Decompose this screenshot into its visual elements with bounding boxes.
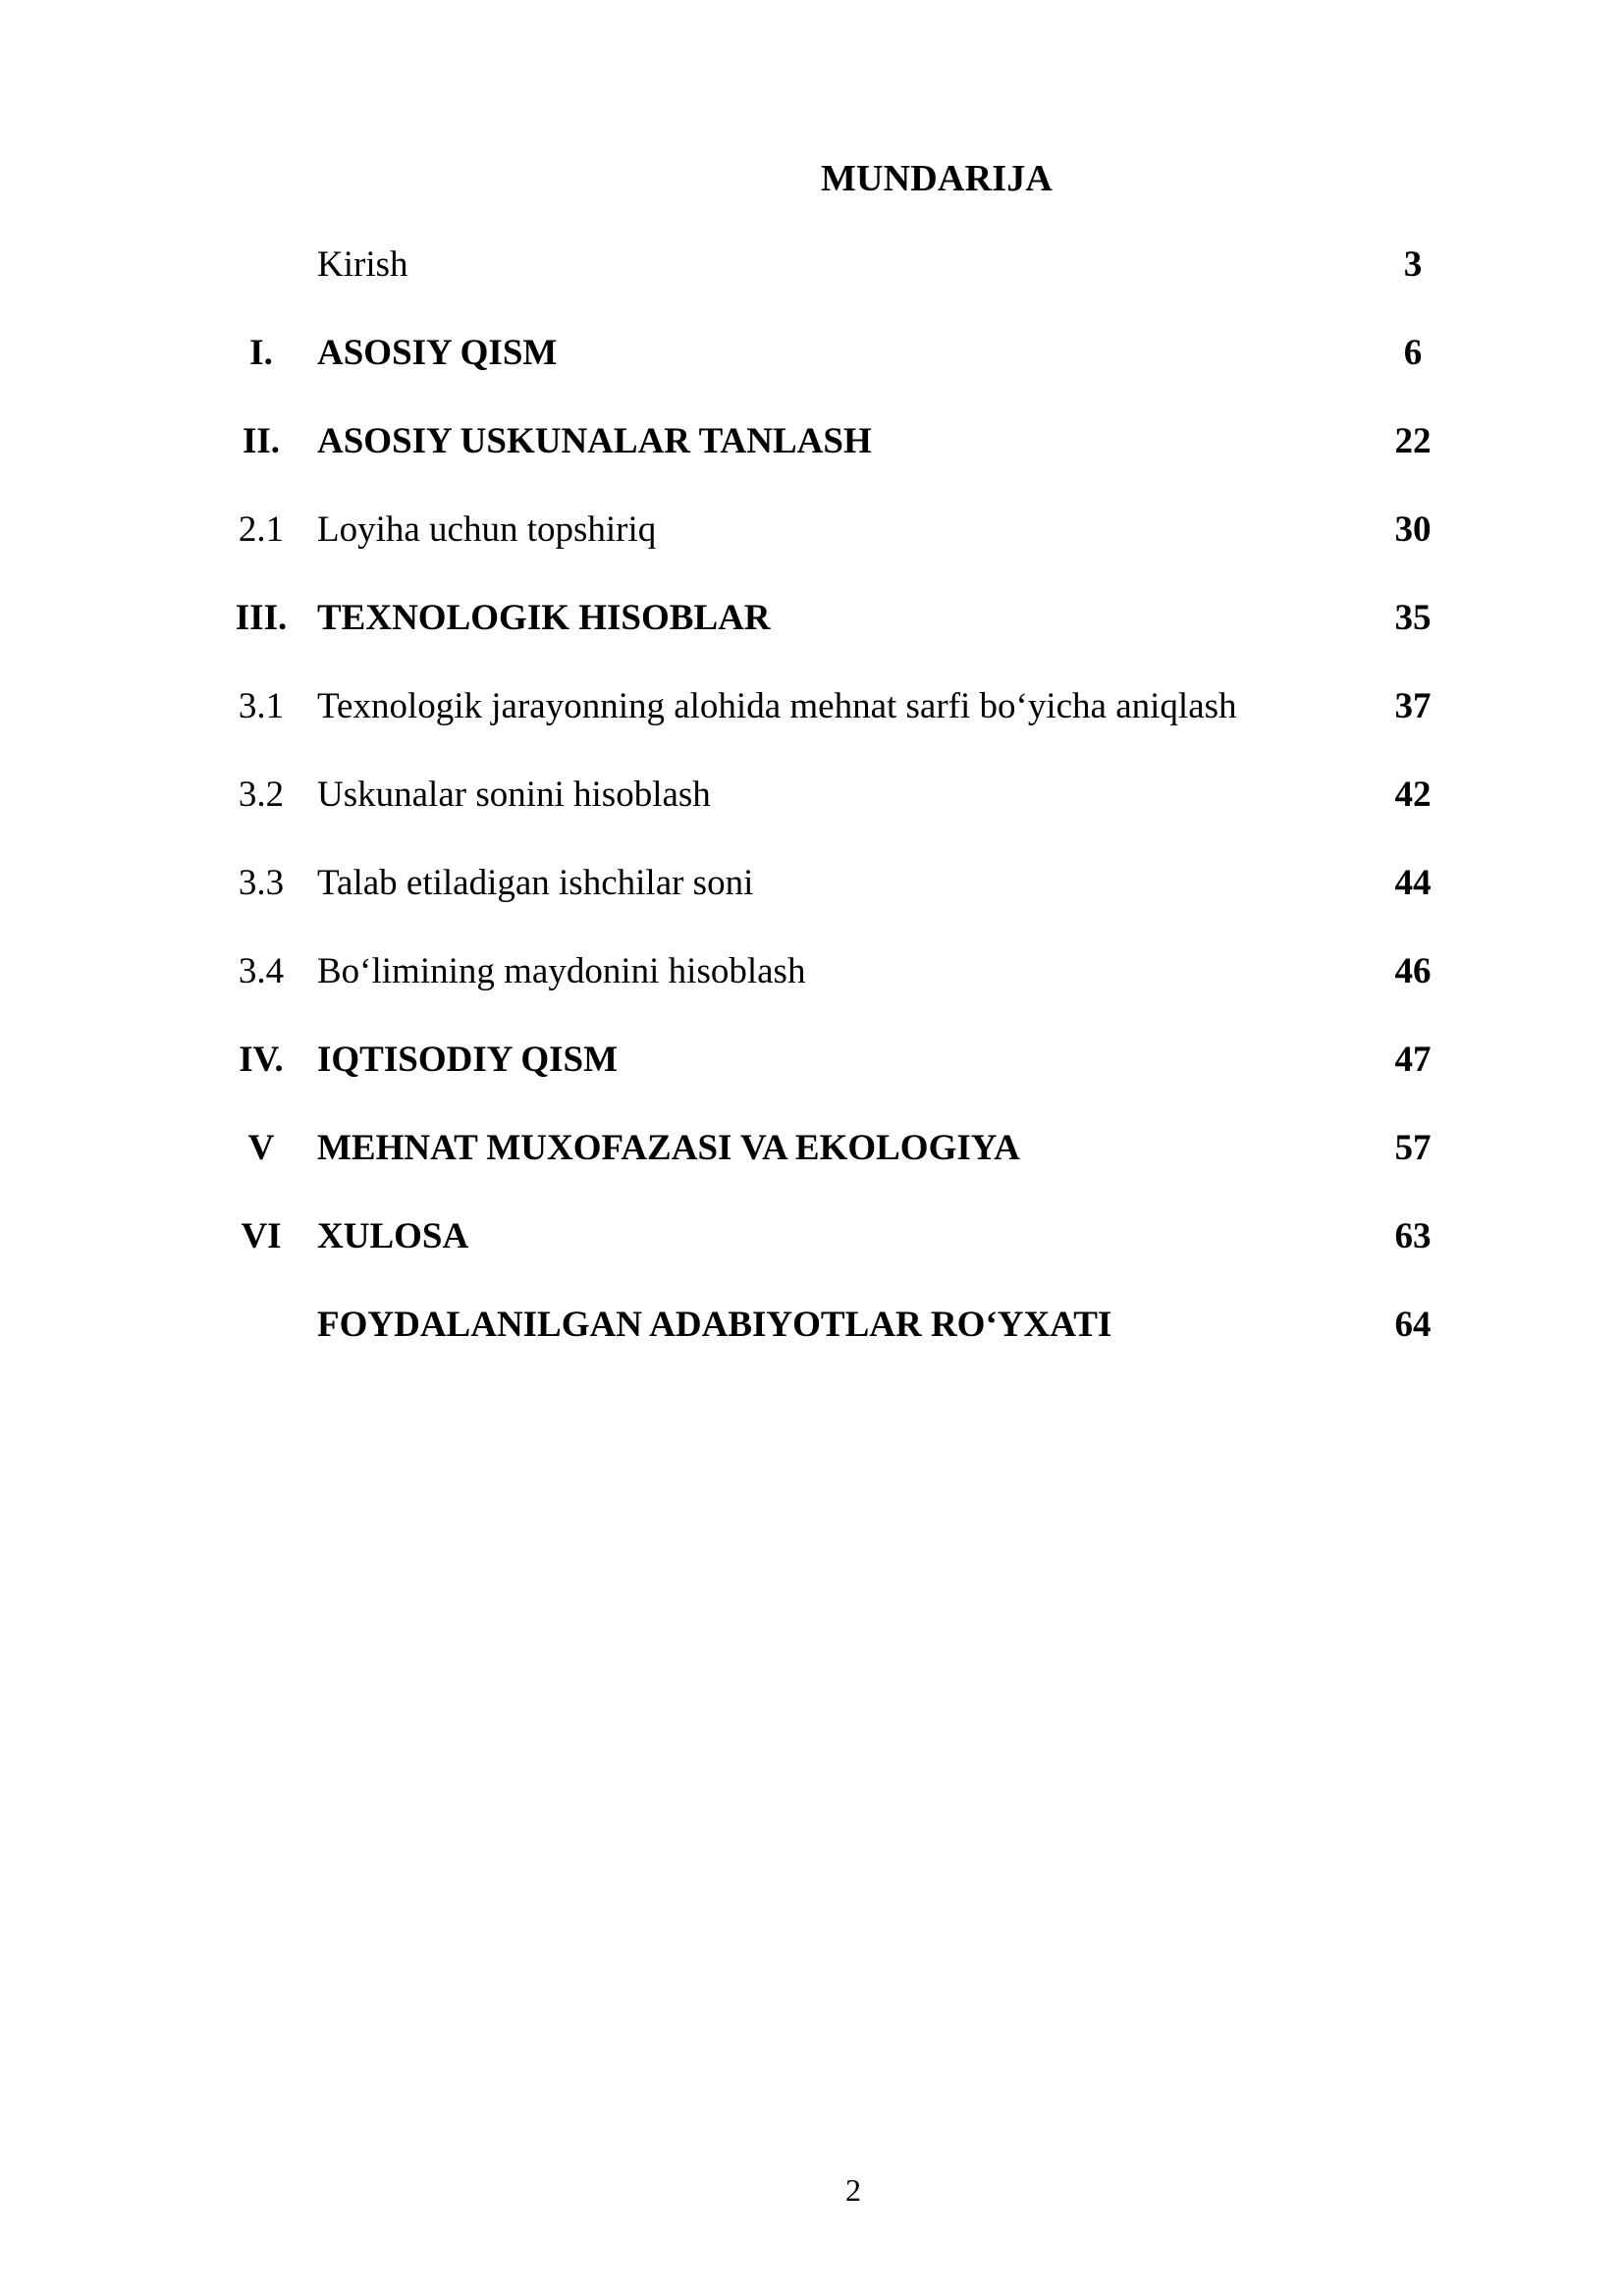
toc-entry-page: 44 [1394, 863, 1432, 903]
toc-entry-number: 3.3 [238, 863, 285, 903]
toc-entry-title: FOYDALANILGAN ADABIYOTLAR RO‘YXATI [317, 1305, 1112, 1345]
toc-entry-number: 3.1 [238, 686, 285, 726]
toc-entry-number: II. [242, 421, 281, 461]
toc-entry-iqtisodiy-qism [0, 1033, 1624, 1121]
toc-entry-title: Bo‘limining maydonini hisoblash [317, 951, 806, 991]
toc-entry-bolim-maydoni [0, 944, 1624, 1033]
toc-entry-kirish [0, 238, 1624, 326]
toc-entry-title: Texnologik jarayonning alohida mehnat sarfi bo‘yicha aniqlash [317, 686, 1237, 726]
toc-entry-title: Loyiha uchun topshiriq [317, 509, 657, 550]
toc-entry-ishchilar-soni [0, 856, 1624, 944]
toc-entry-page: 42 [1394, 774, 1432, 815]
toc-entry-uskunalar-soni [0, 768, 1624, 856]
toc-entry-number: IV. [239, 1040, 284, 1080]
toc-entry-page: 47 [1394, 1040, 1432, 1080]
toc-entry-number: 3.4 [238, 951, 285, 991]
toc-entry-title: XULOSA [317, 1216, 469, 1256]
toc-entry-mehnat-muxofazasi [0, 1121, 1624, 1209]
toc-entry-page: 3 [1403, 244, 1423, 285]
toc-entry-number: 3.2 [238, 774, 285, 815]
toc-entry-adabiyotlar [0, 1298, 1624, 1386]
toc-entry-number: VI [241, 1216, 282, 1256]
toc-entry-title: TEXNOLOGIK HISOBLAR [317, 598, 771, 638]
toc-entry-title: Uskunalar sonini hisoblash [317, 774, 711, 815]
toc-entry-page: 64 [1394, 1305, 1432, 1345]
toc-entry-title: ASOSIY USKUNALAR TANLASH [317, 421, 872, 461]
toc-entry-asosiy-uskunalar [0, 414, 1624, 503]
toc-entry-page: 35 [1394, 598, 1432, 638]
toc-entry-title: ASOSIY QISM [317, 333, 558, 373]
toc-entry-title: MEHNAT MUXOFAZASI VA EKOLOGIYA [317, 1128, 1020, 1168]
toc-entry-asosiy-qism [0, 326, 1624, 414]
toc-entry-mehnat-sarfi [0, 679, 1624, 768]
toc-entry-page: 30 [1394, 509, 1432, 550]
toc-entry-page: 6 [1403, 333, 1423, 373]
page-number: 2 [845, 2172, 861, 2208]
toc-entry-texnologik-hisoblar [0, 591, 1624, 679]
toc-title: MUNDARIJA [820, 158, 1054, 199]
table-of-contents [0, 238, 1624, 1386]
toc-entry-xulosa [0, 1209, 1624, 1298]
toc-entry-loyiha-topshiriq [0, 503, 1624, 591]
toc-entry-number: III. [235, 598, 288, 638]
toc-entry-title: Talab etiladigan ishchilar soni [317, 863, 754, 903]
toc-entry-number: 2.1 [238, 509, 285, 550]
toc-entry-title: Kirish [317, 244, 408, 285]
toc-entry-number: V [247, 1128, 275, 1168]
toc-entry-page: 22 [1394, 421, 1432, 461]
toc-entry-page: 37 [1394, 686, 1432, 726]
toc-entry-page: 57 [1394, 1128, 1432, 1168]
toc-entry-page: 63 [1394, 1216, 1432, 1256]
toc-entry-number: I. [249, 333, 273, 373]
toc-entry-page: 46 [1394, 951, 1432, 991]
toc-entry-title: IQTISODIY QISM [317, 1040, 619, 1080]
